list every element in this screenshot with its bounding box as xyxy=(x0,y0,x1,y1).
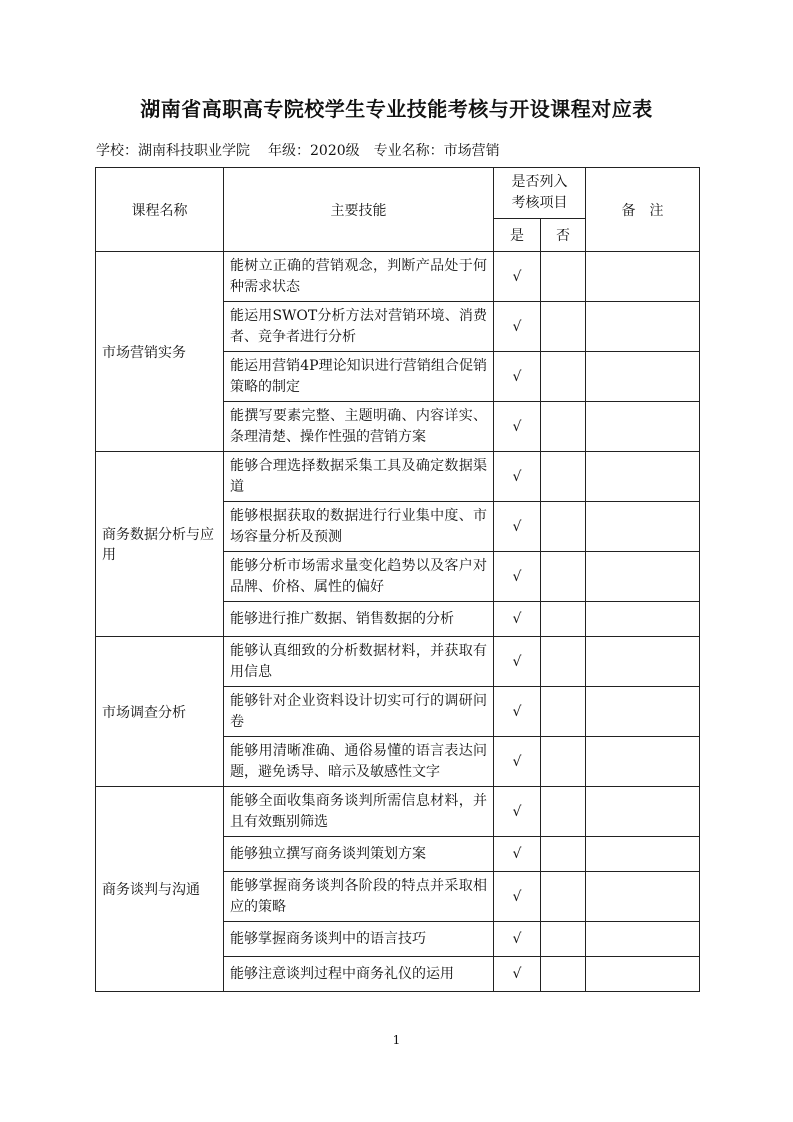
header-no: 否 xyxy=(541,219,586,252)
no-mark-cell xyxy=(541,352,586,402)
yes-mark-cell: √ xyxy=(494,787,541,837)
no-mark-cell xyxy=(541,872,586,922)
yes-mark-cell: √ xyxy=(494,302,541,352)
no-mark-cell xyxy=(541,837,586,872)
remark-cell xyxy=(586,302,700,352)
no-mark-cell xyxy=(541,687,586,737)
course-name-cell: 商务谈判与沟通 xyxy=(96,787,224,992)
no-mark-cell xyxy=(541,502,586,552)
remark-cell xyxy=(586,687,700,737)
yes-mark-cell: √ xyxy=(494,837,541,872)
no-mark-cell xyxy=(541,957,586,992)
course-skill-table xyxy=(95,167,700,992)
skill-cell: 能够注意谈判过程中商务礼仪的运用 xyxy=(224,957,494,992)
skill-cell: 能够独立撰写商务谈判策划方案 xyxy=(224,837,494,872)
remark-cell xyxy=(586,502,700,552)
remark-cell xyxy=(586,837,700,872)
skill-cell: 能够针对企业资料设计切实可行的调研问卷 xyxy=(224,687,494,737)
yes-mark-cell: √ xyxy=(494,687,541,737)
no-mark-cell xyxy=(541,737,586,787)
meta-line xyxy=(96,140,500,160)
no-mark-cell xyxy=(541,252,586,302)
yes-mark-cell: √ xyxy=(494,452,541,502)
page-title: 湖南省高职高专院校学生专业技能考核与开设课程对应表 xyxy=(140,97,653,121)
no-mark-cell xyxy=(541,552,586,602)
header-course: 课程名称 xyxy=(96,168,224,252)
skill-cell: 能够认真细致的分析数据材料，并获取有用信息 xyxy=(224,637,494,687)
skill-cell: 能运用SWOT分析方法对营销环境、消费者、竞争者进行分析 xyxy=(224,302,494,352)
remark-cell xyxy=(586,452,700,502)
yes-mark-cell: √ xyxy=(494,922,541,957)
header-remarks: 备 注 xyxy=(586,168,700,252)
no-mark-cell xyxy=(541,302,586,352)
remark-cell xyxy=(586,552,700,602)
yes-mark-cell: √ xyxy=(494,737,541,787)
school-label: 学校：湖南科技职业学院 xyxy=(96,143,250,159)
skill-cell: 能树立正确的营销观念，判断产品处于何种需求状态 xyxy=(224,252,494,302)
skill-cell: 能够用清晰准确、通俗易懂的语言表达问题，避免诱导、暗示及敏感性文字 xyxy=(224,737,494,787)
remark-cell xyxy=(586,922,700,957)
remark-cell xyxy=(586,737,700,787)
header-included: 是否列入考核项目 xyxy=(494,168,586,219)
yes-mark-cell: √ xyxy=(494,352,541,402)
course-name-cell: 商务数据分析与应用 xyxy=(96,452,224,637)
yes-mark-cell: √ xyxy=(494,502,541,552)
skill-cell: 能撰写要素完整、主题明确、内容详实、条理清楚、操作性强的营销方案 xyxy=(224,402,494,452)
no-mark-cell xyxy=(541,602,586,637)
remark-cell xyxy=(586,637,700,687)
skill-cell: 能运用营销4P理论知识进行营销组合促销策略的制定 xyxy=(224,352,494,402)
skill-cell: 能够掌握商务谈判各阶段的特点并采取相应的策略 xyxy=(224,872,494,922)
table-row xyxy=(96,452,700,502)
yes-mark-cell: √ xyxy=(494,957,541,992)
grade-label: 年级：2020级 xyxy=(268,143,360,159)
table-row xyxy=(96,252,700,302)
no-mark-cell xyxy=(541,922,586,957)
no-mark-cell xyxy=(541,637,586,687)
no-mark-cell xyxy=(541,402,586,452)
major-label: 专业名称：市场营销 xyxy=(373,143,500,159)
skill-cell: 能够合理选择数据采集工具及确定数据渠道 xyxy=(224,452,494,502)
remark-cell xyxy=(586,402,700,452)
course-name-cell: 市场营销实务 xyxy=(96,252,224,452)
remark-cell xyxy=(586,872,700,922)
table-row xyxy=(96,637,700,687)
skill-cell: 能够分析市场需求量变化趋势以及客户对品牌、价格、属性的偏好 xyxy=(224,552,494,602)
yes-mark-cell: √ xyxy=(494,602,541,637)
yes-mark-cell: √ xyxy=(494,252,541,302)
remark-cell xyxy=(586,787,700,837)
remark-cell xyxy=(586,352,700,402)
skill-cell: 能够掌握商务谈判中的语言技巧 xyxy=(224,922,494,957)
yes-mark-cell: √ xyxy=(494,552,541,602)
course-name-cell: 市场调查分析 xyxy=(96,637,224,787)
yes-mark-cell: √ xyxy=(494,872,541,922)
yes-mark-cell: √ xyxy=(494,402,541,452)
yes-mark-cell: √ xyxy=(494,637,541,687)
remark-cell xyxy=(586,252,700,302)
page-number: 1 xyxy=(392,1033,401,1047)
skill-cell: 能够进行推广数据、销售数据的分析 xyxy=(224,602,494,637)
no-mark-cell xyxy=(541,787,586,837)
header-yes: 是 xyxy=(494,219,541,252)
table-row xyxy=(96,787,700,837)
remark-cell xyxy=(586,957,700,992)
skill-cell: 能够全面收集商务谈判所需信息材料，并且有效甄别筛选 xyxy=(224,787,494,837)
no-mark-cell xyxy=(541,452,586,502)
header-skills: 主要技能 xyxy=(224,168,494,252)
remark-cell xyxy=(586,602,700,637)
skill-cell: 能够根据获取的数据进行行业集中度、市场容量分析及预测 xyxy=(224,502,494,552)
